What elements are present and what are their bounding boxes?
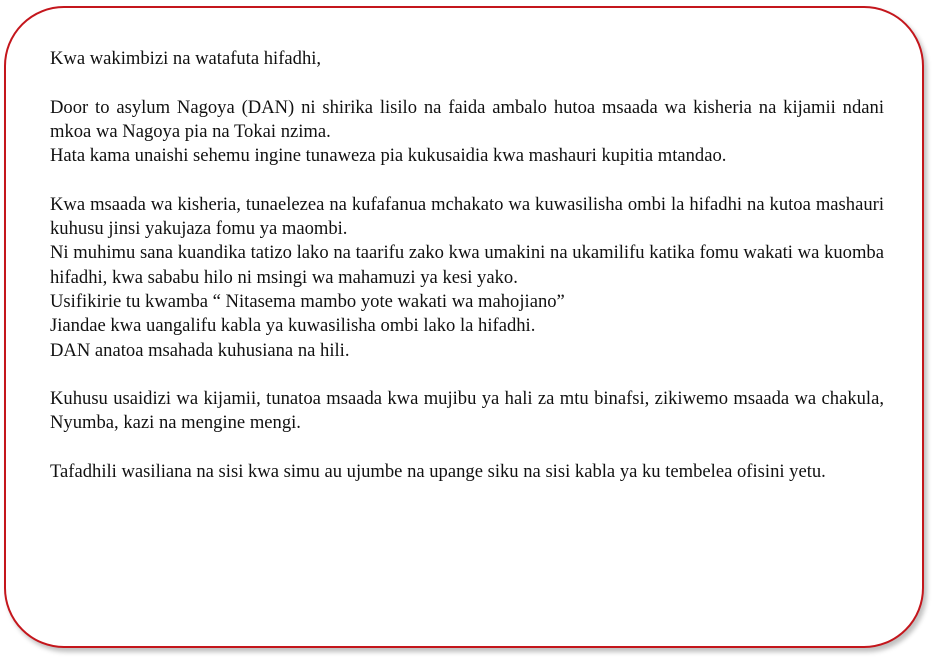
letter-body xyxy=(50,47,884,509)
contact-paragraph: Tafadhili wasiliana na sisi kwa simu au ujumbe na upange siku na sisi kabla ya ku tembelea ofisini yetu. xyxy=(50,461,826,483)
social-paragraph: Kuhusu usaidizi wa kijamii, tunatoa msaada kwa mujibu ya hali za mtu binafsi, zikiwemo msaada wa chakula, Nyumba, kazi na mengine mengi. xyxy=(50,388,884,434)
intro-section xyxy=(50,96,884,169)
legal-paragraph-2: Ni muhimu sana kuandika tatizo lako na taarifu zako kwa umakini na ukamilifu katika fomu wakati wa kuomba hifadhi, kwa sababu hilo ni msingi wa mahamuzi ya kesi yako. xyxy=(50,242,884,288)
intro-paragraph-2: Hata kama unaishi sehemu ingine tunaweza pia kukusaidia kwa mashauri kupitia mtandao. xyxy=(50,145,727,167)
legal-paragraph-3: Usifikirie tu kwamba “ Nitasema mambo yote wakati wa mahojiano” xyxy=(50,290,565,312)
legal-paragraph-5: DAN anatoa msahada kuhusiana na hili. xyxy=(50,339,350,361)
legal-paragraph-1: Kwa msaada wa kisheria, tunaelezea na kufafanua mchakato wa kuwasilisha ombi la hifadhi na kutoa mashauri kuhusu jinsi yakujaza fomu ya maombi. xyxy=(50,193,884,240)
legal-section xyxy=(50,193,884,363)
legal-paragraph-4: Jiandae kwa uangalifu kabla ya kuwasilisha ombi lako la hifadhi. xyxy=(50,315,536,337)
greeting: Kwa wakimbizi na watafuta hifadhi, xyxy=(50,48,322,69)
intro-paragraph-1: Door to asylum Nagoya (DAN) ni shirika lisilo na faida ambalo hutoa msaada wa kisheria na kijamii ndani mkoa wa Nagoya pia na Tokai nzima. xyxy=(50,96,884,142)
